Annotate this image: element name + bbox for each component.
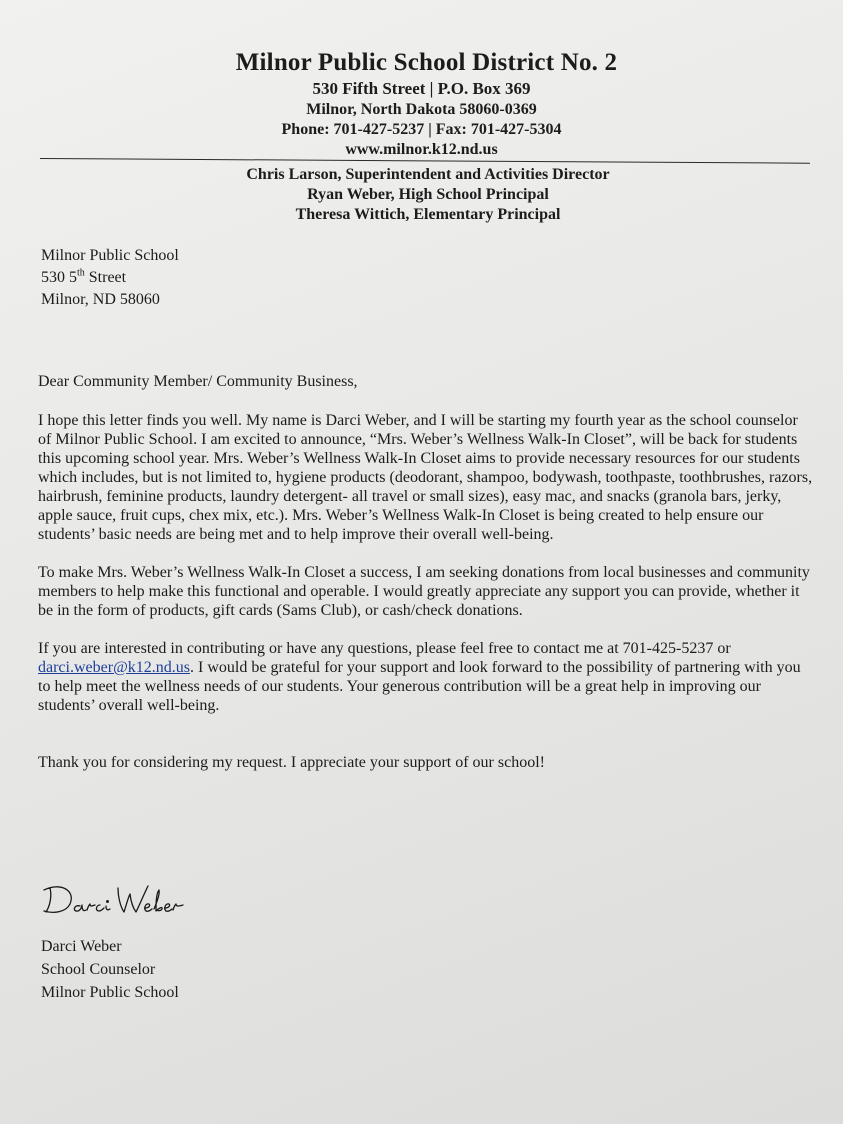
- recipient-name: Milnor Public School: [41, 247, 179, 264]
- signer-organization: Milnor Public School: [41, 984, 179, 1001]
- letterhead: [0, 48, 843, 160]
- district-website: www.milnor.k12.nd.us: [345, 141, 498, 158]
- district-city: Milnor, North Dakota 58060-0369: [306, 101, 537, 118]
- officer-elem-principal: Theresa Wittich, Elementary Principal: [295, 206, 561, 223]
- signer-title: School Counselor: [41, 961, 156, 978]
- signer-name: Darci Weber: [41, 938, 122, 955]
- closing-line: Thank you for considering my request. I appreciate your support of our school!: [38, 754, 545, 771]
- paragraph-contact: If you are interested in contributing or have any questions, please feel free to contact me at 701-425-5237 or darci.weber@k12.nd.us. I would be grateful for your support and look forward to the possibility of partnering with you to help meet the wellness needs of our students. Your generous contribution will be a great help in improving our students’ overall well-being.: [38, 640, 801, 714]
- recipient-address: [41, 245, 179, 311]
- officers-list: [0, 165, 843, 225]
- officer-hs-principal: Ryan Weber, High School Principal: [307, 186, 549, 203]
- officer-superintendent: Chris Larson, Superintendent and Activities Director: [246, 166, 610, 183]
- district-name: Milnor Public School District No. 2: [235, 49, 618, 76]
- paragraph-request: To make Mrs. Weber’s Wellness Walk-In Closet a success, I am seeking donations from local businesses and community members to help make this functional and operable. I would greatly appreciate any support you can provide, whether it be in the form of products, gift cards (Sams Club), or cash/check donations.: [38, 564, 810, 619]
- handwritten-signature: [40, 878, 190, 920]
- letter-body: [38, 372, 813, 791]
- email-link[interactable]: darci.weber@k12.nd.us: [38, 659, 191, 676]
- district-address: 530 Fifth Street | P.O. Box 369: [312, 79, 531, 98]
- ordinal-suffix: th: [77, 267, 85, 279]
- recipient-street: 530 5th Street: [41, 267, 127, 286]
- recipient-city: Milnor, ND 58060: [41, 291, 160, 308]
- paragraph-intro: I hope this letter finds you well. My name is Darci Weber, and I will be starting my fourth year as the school counselor of Milnor Public School. I am excited to announce, “Mrs. Weber’s Wellness Walk-In Closet”, will be back for students this upcoming school year. Mrs. Weber’s Wellness Walk-In Closet aims to provide necessary resources for our students which includes, but is not limited to, hygiene products (deodorant, shampoo, bodywash, toothpaste, toothbrushes, razors, hairbrush, feminine products, laundry detergent- all travel or small sizes), easy mac, and snacks (granola bars, jerky, apple sauce, fruit cups, chex mix, etc.). Mrs. Weber’s Wellness Walk-In Closet is being created to help ensure our students’ basic needs are being met and to help improve their overall well-being.: [38, 412, 813, 543]
- district-phone-fax: Phone: 701-427-5237 | Fax: 701-427-5304: [281, 121, 562, 138]
- signature-block: [41, 935, 179, 1004]
- salutation: Dear Community Member/ Community Business,: [38, 373, 358, 390]
